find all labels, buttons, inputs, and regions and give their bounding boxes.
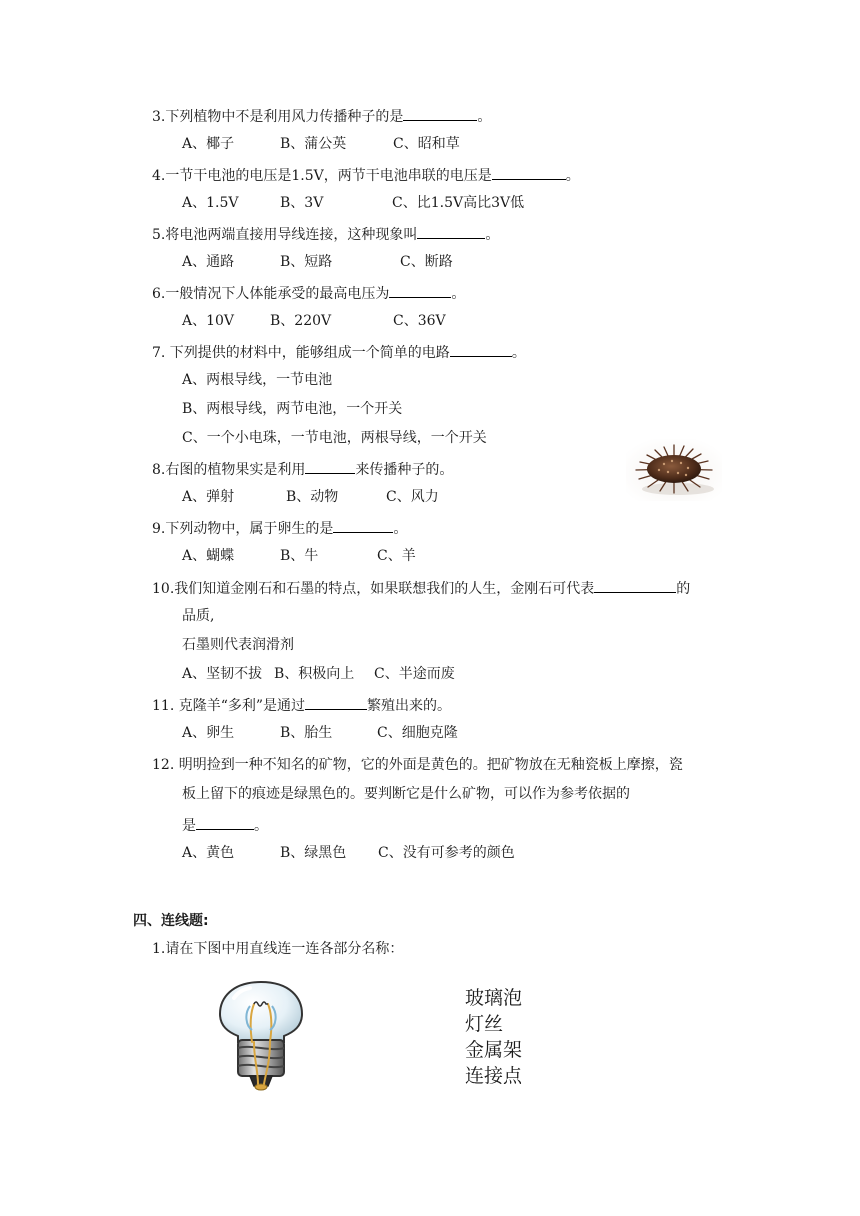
option-b[interactable]: B、积极向上 — [274, 666, 355, 682]
question-9-options — [182, 547, 416, 565]
question-3-options — [182, 135, 460, 153]
matching-question: 1.请在下图中用直线连一连各部分名称： — [152, 941, 404, 957]
question-5-options — [182, 253, 453, 271]
question-9-stem: 9.下列动物中，属于卵生的是 — [152, 521, 334, 537]
answer-blank[interactable] — [389, 283, 451, 298]
answer-blank[interactable] — [403, 106, 477, 121]
label-glass-bulb[interactable]: 玻璃泡 — [465, 987, 523, 1009]
option-c[interactable]: C、一个小电珠，一节电池，两根导线，一个开关 — [182, 430, 487, 446]
question-10-continuation: 品质, — [182, 608, 215, 624]
question-9 — [152, 518, 407, 538]
option-c[interactable]: C、风力 — [386, 489, 439, 505]
question-4 — [152, 165, 580, 185]
option-b[interactable]: B、动物 — [286, 489, 339, 505]
option-c[interactable]: C、羊 — [377, 548, 416, 564]
question-4-stem-end: 。 — [565, 168, 580, 184]
label-contact-point[interactable]: 连接点 — [465, 1065, 523, 1087]
option-a[interactable]: A、椰子 — [182, 136, 235, 152]
question-5-stem-end: 。 — [485, 227, 500, 243]
option-a[interactable]: A、坚韧不拔 — [182, 666, 263, 682]
option-a[interactable]: A、10V — [182, 313, 235, 329]
option-a[interactable]: A、蝴蝶 — [182, 548, 235, 564]
question-12: 12. 明明捡到一种不知名的矿物，它的外面是黄色的。把矿物放在无釉瓷板上摩擦，瓷 — [152, 757, 683, 773]
answer-blank[interactable] — [594, 578, 676, 593]
question-12-continuation — [182, 815, 268, 835]
question-11 — [152, 695, 451, 715]
question-9-stem-end: 。 — [393, 521, 408, 537]
option-b[interactable]: B、220V — [270, 313, 332, 329]
option-c[interactable]: C、比1.5V高比3V低 — [392, 195, 525, 211]
answer-blank[interactable] — [450, 342, 512, 357]
question-8-stem: 8.右图的植物果实是利用 — [152, 462, 306, 478]
option-b[interactable]: B、两根导线，两节电池，一个开关 — [182, 401, 403, 417]
question-6-stem-end: 。 — [451, 286, 466, 302]
question-6 — [152, 283, 465, 303]
question-7-stem: 7. 下列提供的材料中，能够组成一个简单的电路 — [152, 345, 450, 361]
question-6-options — [182, 312, 446, 330]
burr-fruit-image — [626, 439, 722, 501]
question-5-stem: 5.将电池两端直接用导线连接，这种现象叫 — [152, 227, 418, 243]
option-b[interactable]: B、绿黑色 — [280, 845, 347, 861]
answer-blank[interactable] — [492, 165, 566, 180]
question-3 — [152, 106, 491, 126]
question-4-options — [182, 194, 524, 212]
answer-blank[interactable] — [417, 224, 485, 239]
option-c[interactable]: C、36V — [393, 313, 446, 329]
question-7 — [152, 342, 526, 362]
question-11-stem-end: 繁殖出来的。 — [367, 698, 452, 714]
option-a[interactable]: A、弹射 — [182, 489, 235, 505]
question-12-continuation-text: 是 — [182, 818, 196, 834]
option-a[interactable]: A、1.5V — [182, 195, 239, 211]
option-a[interactable]: A、通路 — [182, 254, 235, 270]
section-title: 四、连线题: — [133, 913, 209, 929]
option-b[interactable]: B、3V — [280, 195, 324, 211]
option-c[interactable]: C、没有可参考的颜色 — [378, 845, 515, 861]
question-10-options — [182, 665, 455, 683]
option-b[interactable]: B、短路 — [280, 254, 333, 270]
question-5 — [152, 224, 499, 244]
question-11-stem: 11. 克隆羊“多利”是通过 — [152, 698, 306, 714]
option-b[interactable]: B、胎生 — [280, 725, 333, 741]
option-a[interactable]: A、黄色 — [182, 845, 235, 861]
option-b[interactable]: B、牛 — [280, 548, 319, 564]
label-metal-frame[interactable]: 金属架 — [465, 1039, 523, 1061]
question-8 — [152, 459, 453, 479]
option-a[interactable]: A、卵生 — [182, 725, 235, 741]
answer-blank[interactable] — [305, 695, 367, 710]
option-c[interactable]: C、半途而废 — [374, 666, 455, 682]
question-12-continuation: 板上留下的痕迹是绿黑色的。要判断它是什么矿物，可以作为参考依据的 — [182, 786, 630, 802]
option-b[interactable]: B、蒲公英 — [280, 136, 347, 152]
question-10-stem: 10.我们知道金刚石和石墨的特点，如果联想我们的人生，金刚石可代表 — [152, 581, 595, 597]
question-8-stem-end: 来传播种子的。 — [355, 462, 454, 478]
question-3-stem: 3.下列植物中不是利用风力传播种子的是 — [152, 109, 404, 125]
option-c[interactable]: C、细胞克隆 — [377, 725, 458, 741]
option-c[interactable]: C、昭和草 — [393, 136, 460, 152]
question-8-options — [182, 488, 439, 506]
question-10 — [152, 578, 690, 598]
question-10-stem-end: 的 — [676, 581, 691, 597]
question-10-continuation: 石墨则代表润滑剂 — [182, 637, 294, 653]
answer-blank[interactable] — [333, 518, 393, 533]
option-c[interactable]: C、断路 — [400, 254, 453, 270]
question-12-options — [182, 844, 515, 862]
answer-blank[interactable] — [305, 459, 355, 474]
question-7-stem-end: 。 — [511, 345, 526, 361]
answer-blank[interactable] — [196, 815, 254, 830]
question-4-stem: 4.一节干电池的电压是1.5V，两节干电池串联的电压是 — [152, 168, 492, 184]
label-filament[interactable]: 灯丝 — [465, 1013, 504, 1035]
option-a[interactable]: A、两根导线，一节电池 — [182, 372, 333, 388]
question-3-stem-end: 。 — [477, 109, 492, 125]
question-11-options — [182, 724, 458, 742]
question-12-stem-end: 。 — [254, 818, 268, 834]
question-6-stem: 6.一般情况下人体能承受的最高电压为 — [152, 286, 390, 302]
light-bulb-image — [214, 980, 308, 1092]
